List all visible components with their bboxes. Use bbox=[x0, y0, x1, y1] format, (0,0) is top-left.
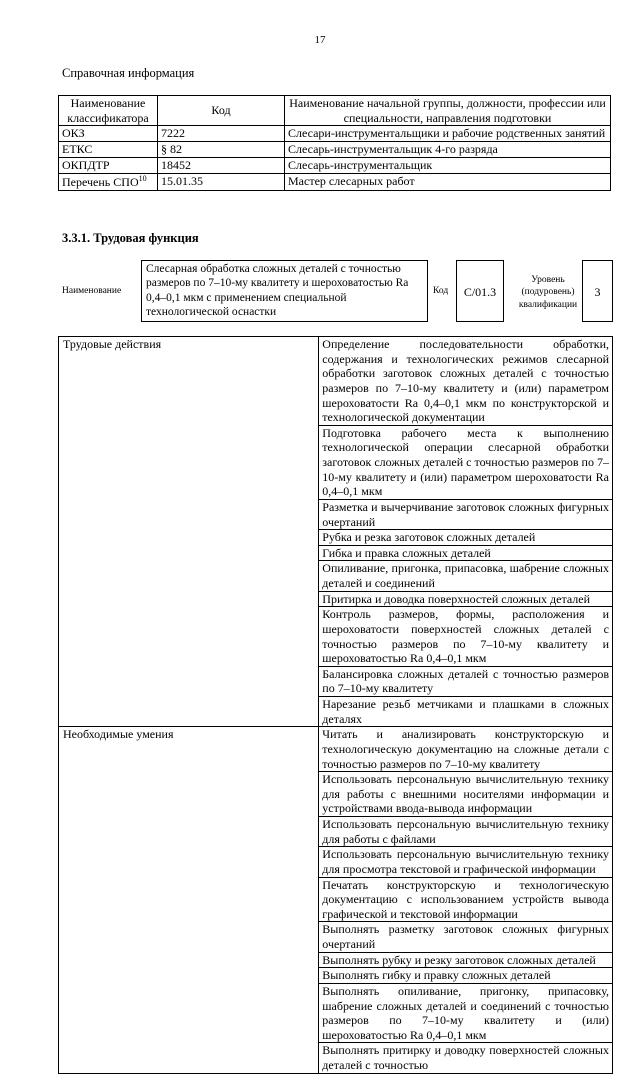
page-number: 17 bbox=[314, 34, 326, 46]
reference-table-header bbox=[59, 96, 611, 126]
code-cell: 15.01.35 bbox=[158, 174, 285, 191]
list-item: Разметка и вычерчивание заготовок сложных фигурных очертаний bbox=[319, 499, 613, 529]
name-cell: Слесари-инструментальщики и рабочие родственных занятий bbox=[285, 126, 611, 142]
list-item: Печатать конструкторскую и технологическую документацию с использованием устройств вывода графической и текстовой информации bbox=[319, 877, 613, 922]
labor-actions-label: Трудовые действия bbox=[59, 337, 319, 727]
list-item: Выполнять гибку и правку сложных деталей bbox=[319, 968, 613, 984]
name-cell: Слесарь-инструментальщик bbox=[285, 158, 611, 174]
name-cell: Слесарь-инструментальщик 4-го разряда bbox=[285, 142, 611, 158]
name-cell: Мастер слесарных работ bbox=[285, 174, 611, 191]
function-name-box: Слесарная обработка сложных деталей с точностью размеров по 7–10-му квалитету и шероховатостью Ra 0,4–0,1 мкм с применением специальной технологической оснастки bbox=[141, 260, 428, 322]
labor-function-row bbox=[58, 260, 613, 322]
required-skills-label: Необходимые умения bbox=[59, 727, 319, 1073]
list-item: Гибка и правка сложных деталей bbox=[319, 545, 613, 561]
table-row bbox=[59, 174, 611, 191]
list-item: Рубка и резка заготовок сложных деталей bbox=[319, 530, 613, 546]
list-item: Выполнять опиливание, пригонку, припасовку, шабрение сложных деталей и соединений с точностью размеров по 7–10-му квалитету и (или) шероховатостью Ra 0,4–0,1 мкм bbox=[319, 983, 613, 1043]
list-item: Контроль размеров, формы, расположения и шероховатости поверхностей сложных деталей с точностью размеров по 7–10-му квалитету и шероховатостью Ra 0,4–0,1 мкм bbox=[319, 607, 613, 667]
list-item: Выполнять притирку и доводку поверхностей сложных деталей с точностью bbox=[319, 1043, 613, 1073]
list-item: Выполнять разметку заготовок сложных фигурных очертаний bbox=[319, 922, 613, 952]
classifier-cell: ОКПДТР bbox=[59, 158, 158, 174]
header-name: Наименование начальной группы, должности, профессии или специальности, направления подготовки bbox=[285, 96, 611, 126]
qualification-level-box: 3 bbox=[582, 260, 613, 322]
footnote-marker: 10 bbox=[138, 174, 147, 184]
list-item: Выполнять рубку и резку заготовок сложных деталей bbox=[319, 952, 613, 968]
code-cell: 7222 bbox=[158, 126, 285, 142]
table-row bbox=[59, 126, 611, 142]
list-item: Читать и анализировать конструкторскую и технологическую документацию на сложные детали с точностью размеров по 7–10-му квалитету bbox=[319, 727, 613, 772]
classifier-text: Перечень СПО bbox=[62, 175, 139, 190]
list-item: Использовать персональную вычислительную технику для работы с файлами bbox=[319, 817, 613, 847]
list-item: Нарезание резьб метчиками и плашками в сложных деталях bbox=[319, 697, 613, 727]
function-name-label: Наименование bbox=[62, 286, 122, 296]
header-classifier: Наименование классификатора bbox=[59, 96, 158, 126]
qualification-level-label: Уровень (подуровень) квалификации bbox=[518, 275, 578, 310]
table-row bbox=[59, 727, 613, 772]
list-item: Притирка и доводка поверхностей сложных деталей bbox=[319, 591, 613, 607]
list-item: Опиливание, пригонка, припасовка, шабрение сложных деталей и соединений bbox=[319, 561, 613, 591]
list-item: Использовать персональную вычислительную технику для просмотра текстовой и графической информации bbox=[319, 847, 613, 877]
header-code: Код bbox=[158, 96, 285, 126]
code-cell: § 82 bbox=[158, 142, 285, 158]
classifier-cell: ЕТКС bbox=[59, 142, 158, 158]
function-details-table bbox=[58, 336, 613, 1074]
table-row bbox=[59, 158, 611, 174]
list-item: Балансировка сложных деталей с точностью размеров по 7–10-му квалитету bbox=[319, 666, 613, 696]
reference-info-title: Справочная информация bbox=[62, 66, 195, 80]
table-row bbox=[59, 337, 613, 426]
section-title: 3.3.1. Трудовая функция bbox=[62, 231, 199, 245]
function-code-box: C/01.3 bbox=[456, 260, 504, 322]
function-code-label: Код bbox=[433, 286, 449, 296]
list-item: Использовать персональную вычислительную технику для работы с внешними носителями информации и устройствами ввода-вывода информации bbox=[319, 772, 613, 817]
classifier-cell bbox=[59, 174, 158, 191]
list-item: Подготовка рабочего места к выполнению технологической операции слесарной обработки заготовок сложных деталей с точностью размеров по 7–10-му квалитету и (или) параметром шероховатости Ra 0,4–0,1 мкм bbox=[319, 425, 613, 499]
reference-table bbox=[58, 95, 611, 191]
list-item: Определение последовательности обработки, содержания и технологических режимов слесарной обработки заготовок сложных деталей с точностью размеров по 7–10-му квалитету и (или) параметром шероховатости Ra 0,4–0,1 мкм по конструкторской и технологической документации bbox=[319, 337, 613, 426]
classifier-cell: ОКЗ bbox=[59, 126, 158, 142]
code-cell: 18452 bbox=[158, 158, 285, 174]
table-row bbox=[59, 142, 611, 158]
